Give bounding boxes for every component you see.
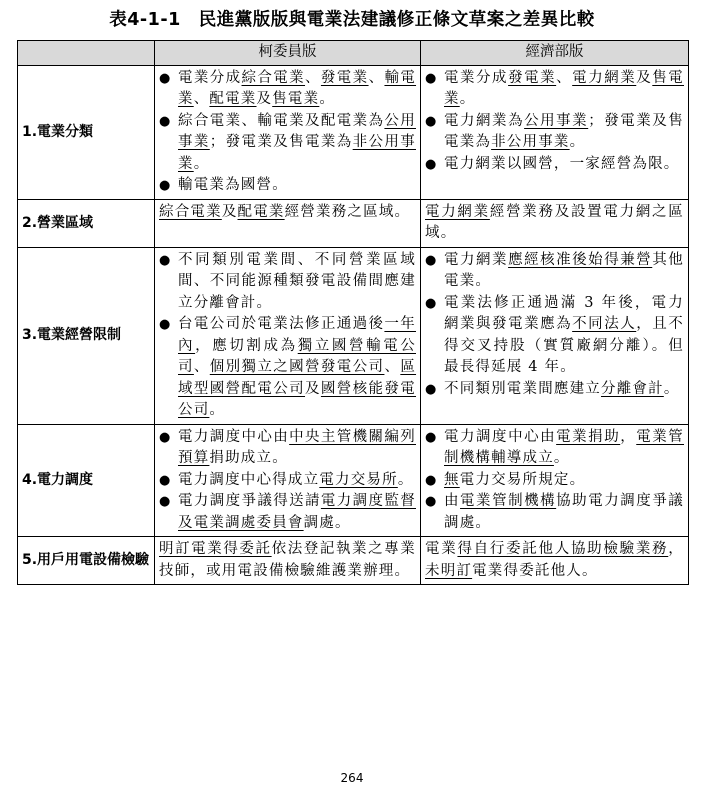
list-item (159, 470, 416, 492)
underlined-text: 得自行委託他人協助檢驗業務 (457, 541, 669, 557)
underlined-text: 非公用事業 (178, 134, 416, 172)
underlined-text: 公用事業 (178, 112, 416, 150)
underlined-text: 中央主管機關編列預算 (178, 428, 416, 466)
text-run: 、 (305, 69, 321, 86)
underlined-text: 電業管制機構輔導成立 (444, 428, 684, 466)
text-run: 電業分成 (178, 69, 242, 86)
text-run: 電力調度中心得成立 (178, 471, 320, 488)
text-run: 捐助成立。 (209, 450, 288, 466)
text-run: 電力調度中心由 (178, 428, 290, 445)
comparison-table (17, 40, 689, 585)
text-run: 電力交易所規定。 (459, 471, 586, 488)
bullet-list (159, 250, 416, 422)
underlined-text: 輸電業 (178, 69, 417, 107)
table-row (18, 424, 689, 537)
text-run: 、 (193, 91, 210, 107)
text-run: 電力調度中心由 (444, 428, 557, 445)
text-run: 。 (209, 402, 226, 418)
text-run: 台電公司於電業法修正通過後 (178, 316, 385, 332)
text-run: 及 (221, 203, 238, 220)
underlined-text: 電業管制機構 (460, 493, 557, 509)
text-run: 及 (305, 380, 321, 397)
list-item (159, 68, 416, 111)
text-run: 經營業務及設置電力網之區域。 (425, 203, 684, 241)
table-header-row (18, 41, 689, 66)
list-item (159, 491, 416, 534)
header-moea: 經濟部版 (421, 41, 689, 66)
bullet-list (159, 427, 416, 535)
table-row (18, 247, 689, 424)
underlined-text: 無 (444, 471, 460, 488)
text-run: ，且不得交叉持股（實質廠網分離）。但最長得延展 4 年。 (444, 316, 684, 375)
underlined-text: 綜合電業 (159, 203, 222, 220)
text-run: 電業 (425, 541, 458, 557)
list-item (425, 111, 684, 154)
text-run: 、 (368, 69, 385, 86)
text-run: 電業分成 (444, 69, 509, 86)
text-run: 電業法修正通過滿 3 年後，電力網業與發電業應為 (444, 294, 684, 332)
text-run: 。 (459, 91, 476, 107)
table-number: 表4-1-1 (109, 10, 181, 30)
text-run: ， (668, 541, 684, 557)
text-run: 。 (397, 471, 414, 488)
text-run: 。 (569, 134, 586, 150)
row-label-operation-limits: 3.電業經營限制 (18, 247, 155, 424)
text-run: 。 (193, 155, 210, 172)
text-run: 依法登記執業之專業技師，或用電設備檢驗維護業辦理。 (159, 541, 416, 579)
cell-moea-operation-limits (421, 247, 689, 424)
cell-kewei-dispatch (155, 424, 421, 537)
text-run: 輸電業為國營。 (178, 177, 288, 193)
text-run: ，應切割成為 (195, 337, 298, 354)
underlined-text: 分離會計 (601, 380, 664, 397)
text-run: 及 (636, 69, 653, 86)
text-run: 電力調度爭議得送請 (178, 493, 321, 509)
text-run: 電業得委託他人。 (472, 562, 598, 579)
text-run: 、 (193, 359, 210, 375)
text-run: 。 (553, 450, 570, 466)
underlined-text: 一年內 (178, 316, 416, 354)
table-row (18, 199, 689, 247)
underlined-text: 不同法人 (572, 316, 637, 332)
underlined-text: 電業捐助 (556, 428, 621, 445)
list-item (159, 111, 416, 176)
text-run: 協助電力調度爭議調處。 (444, 493, 684, 531)
list-item (425, 470, 684, 492)
text-run: 。 (663, 380, 680, 397)
text-run: 、 (384, 359, 401, 375)
underlined-text: 電力網業 (572, 69, 637, 86)
underlined-text: 電力網業 (425, 203, 490, 220)
underlined-text: 獨立國營輸電公司 (178, 337, 416, 375)
text-run: ；發電業及售電業為 (209, 134, 353, 150)
text-run: 。 (319, 91, 336, 107)
underlined-text: 區域型國營配電公司 (178, 359, 417, 397)
underlined-text: 電力調度監督及電業調處委員會 (178, 493, 416, 531)
list-item (425, 250, 684, 293)
text-run: 電力網業 (444, 251, 509, 268)
cell-moea-business-area (421, 199, 689, 247)
text-run: 及 (256, 91, 273, 107)
bullet-list (159, 68, 416, 197)
list-item (159, 314, 416, 422)
cell-moea-equipment-inspection (421, 537, 689, 585)
list-item (425, 293, 684, 379)
underlined-text: 明訂電業得委託 (159, 541, 272, 557)
text-run: ， (620, 428, 637, 445)
bullet-list (425, 250, 684, 401)
underlined-text: 售電業 (444, 69, 684, 107)
list-item (425, 379, 684, 401)
list-item (425, 154, 684, 176)
text-run: 不同類別電業間、不同營業區域間、不同能源種類發電設備間應建立分離會計。 (178, 251, 416, 311)
underlined-text: 配電業 (209, 91, 257, 107)
underlined-text: 未明訂 (425, 562, 473, 579)
header-kewei: 柯委員版 (155, 41, 421, 66)
text-run: 不同類別電業間應建立 (444, 380, 601, 397)
underlined-text: 發電業 (320, 69, 369, 86)
row-label-equipment-inspection: 5.用戶用電設備檢驗 (18, 537, 155, 585)
table-title (0, 6, 704, 31)
header-blank-cell (18, 41, 155, 66)
text-run: 電力網業以國營，一家經營為限。 (444, 155, 680, 172)
bullet-list (425, 427, 684, 535)
text-run: 經營業務之區域。 (284, 203, 411, 220)
row-label-business-area: 2.營業區域 (18, 199, 155, 247)
underlined-text: 配電業 (237, 203, 285, 220)
cell-moea-classification (421, 65, 689, 199)
underlined-text: 公用事業 (524, 112, 589, 129)
cell-kewei-equipment-inspection (155, 537, 421, 585)
list-item (159, 175, 416, 197)
underlined-text: 非公用事業 (491, 134, 570, 150)
underlined-text: 發電業 (508, 69, 557, 86)
text-run: 綜合電業、輸電業及配電業為 (178, 112, 385, 129)
text-run: 由 (444, 493, 461, 509)
underlined-text: 綜合電業 (241, 69, 306, 86)
text-run: 、 (556, 69, 573, 86)
text-run: 其他電業。 (444, 251, 684, 289)
cell-moea-dispatch (421, 424, 689, 537)
underlined-text: 個別獨立之國營發電公司 (209, 359, 385, 375)
underlined-text: 應經核准後始得兼營 (508, 251, 653, 268)
list-item (425, 427, 684, 470)
list-item (159, 250, 416, 315)
text-run: 調處。 (303, 514, 351, 531)
underlined-text: 售電業 (272, 91, 320, 107)
page-number: 264 (340, 771, 364, 785)
bullet-list (425, 68, 684, 176)
row-label-dispatch: 4.電力調度 (18, 424, 155, 537)
text-run: 電力網業為 (444, 112, 525, 129)
list-item (425, 491, 684, 534)
list-item (159, 427, 416, 470)
list-item (425, 68, 684, 111)
table-row (18, 537, 689, 585)
cell-kewei-operation-limits (155, 247, 421, 424)
text-run: ；發電業及售電業為 (444, 112, 685, 150)
table-row (18, 65, 689, 199)
underlined-text: 國營核能發電公司 (178, 380, 417, 418)
cell-kewei-business-area (155, 199, 421, 247)
row-label-classification: 1.電業分類 (18, 65, 155, 199)
underlined-text: 電力交易所 (319, 471, 398, 488)
cell-kewei-classification (155, 65, 421, 199)
table-title-text: 民進黨版版與電業法建議修正條文草案之差異比較 (198, 10, 595, 30)
